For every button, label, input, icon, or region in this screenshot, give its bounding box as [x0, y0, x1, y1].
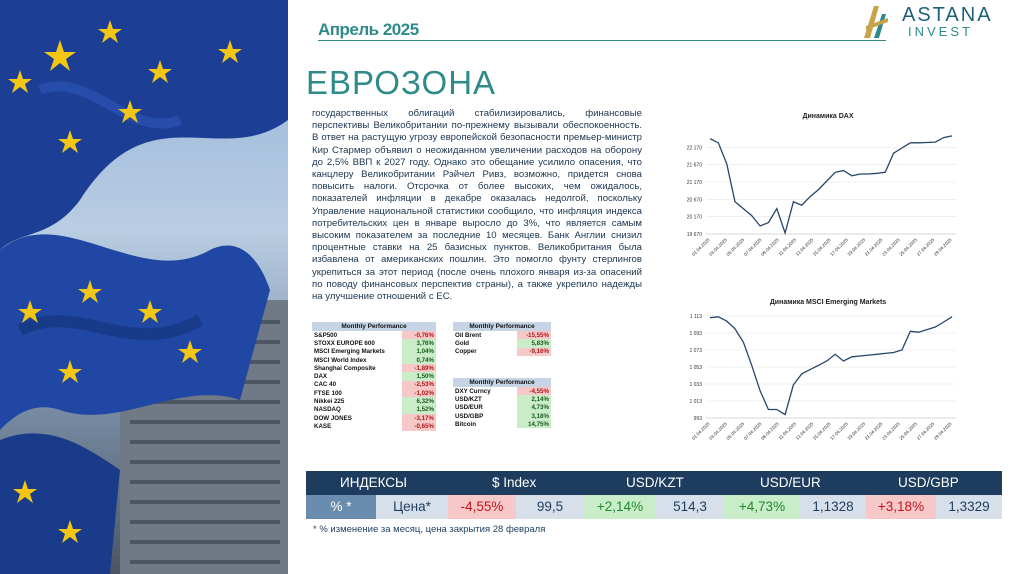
row-value: 1,50%	[402, 372, 436, 380]
summary-header-row	[306, 471, 1002, 495]
x-tick-label: 23.04.2025	[881, 421, 901, 441]
row-label: STOXX EUROPE 600	[314, 339, 375, 347]
dxy-price: 99,5	[536, 499, 564, 514]
row-value: -0,65%	[402, 422, 436, 430]
eur-change: +4,73%	[724, 495, 800, 519]
x-tick-label: 25.04.2025	[898, 421, 919, 441]
x-tick-label: 01.04.2025	[690, 421, 711, 441]
row-label: USD/KZT	[455, 395, 482, 403]
row-label: DXY Curncy	[455, 387, 491, 395]
x-tick-label: 01.04.2025	[690, 237, 711, 257]
row-value: 4,73%	[517, 404, 551, 412]
y-tick-label: 20 670	[686, 197, 702, 204]
x-tick-label: 11.04.2025	[777, 421, 798, 441]
x-tick-label: 03.04.2025	[708, 237, 728, 257]
row-label: Copper	[455, 348, 477, 356]
y-tick-label: 21 170	[686, 180, 702, 186]
series-line	[710, 136, 952, 233]
header-indices: ИНДЕКСЫ	[340, 475, 408, 490]
y-tick-label: 1 093	[689, 331, 702, 337]
x-tick-label: 27.04.2025	[915, 237, 936, 257]
row-label: MSCI Emerging Markets	[314, 348, 385, 356]
table-row	[312, 364, 436, 372]
table-row	[453, 412, 551, 420]
kzt-change: +2,14%	[584, 495, 656, 519]
table-row	[312, 372, 436, 380]
table-row	[453, 395, 551, 403]
y-tick-label: 22 170	[686, 145, 702, 152]
y-tick-label: 1 013	[689, 399, 702, 405]
row-value: 14,75%	[517, 420, 551, 428]
table-row	[312, 381, 436, 389]
table-row	[312, 339, 436, 347]
table-row	[312, 406, 436, 414]
indices-performance-table	[312, 322, 436, 431]
x-tick-label: 03.04.2025	[708, 421, 728, 441]
row-value: -9,16%	[517, 348, 551, 356]
table-row	[453, 348, 551, 356]
table-row	[312, 397, 436, 405]
row-value: -4,55%	[517, 387, 551, 395]
series-line	[710, 317, 952, 415]
table-row	[453, 387, 551, 395]
x-tick-label: 13.04.2025	[794, 237, 815, 257]
flags-illustration	[0, 0, 288, 574]
msci-em-chart-svg	[668, 294, 968, 462]
row-value: -1,02%	[402, 389, 436, 397]
price-label: Цена*	[393, 499, 431, 514]
x-tick-label: 23.04.2025	[881, 237, 901, 257]
row-label: USD/EUR	[455, 404, 483, 412]
row-value: 3,76%	[402, 339, 436, 347]
row-value: 1,52%	[402, 406, 436, 414]
row-label: Nikkei 225	[314, 398, 345, 406]
x-tick-label: 29.04.2025	[932, 237, 953, 257]
table-header: Monthly Performance	[453, 322, 551, 331]
row-label: Gold	[455, 339, 470, 347]
logo-mark-icon	[858, 2, 898, 42]
table-header: Monthly Performance	[453, 378, 551, 387]
row-value: -3,17%	[402, 414, 436, 422]
header-divider	[318, 40, 886, 41]
logo-subtitle: INVEST	[908, 24, 973, 39]
row-label: USD/GBP	[455, 412, 484, 420]
table-header: Monthly Performance	[312, 322, 436, 331]
x-tick-label: 08.04.2025	[760, 421, 780, 441]
x-tick-label: 29.04.2025	[932, 421, 953, 441]
row-value: 5,83%	[517, 339, 551, 347]
row-value: 6,32%	[402, 397, 436, 405]
row-label: Shanghai Composite	[314, 364, 376, 372]
x-tick-label: 15.04.2025	[811, 237, 832, 257]
table-row	[312, 331, 436, 339]
y-tick-label: 1 073	[689, 348, 702, 354]
header-usd-kzt: USD/KZT	[626, 475, 684, 490]
y-tick-label: 21 670	[686, 162, 702, 169]
x-tick-label: 07.04.2025	[742, 237, 763, 257]
table-row	[453, 339, 551, 347]
row-value: 0,74%	[402, 356, 436, 364]
table-row	[312, 422, 436, 430]
row-value: 2,14%	[517, 395, 551, 403]
x-tick-label: 11.04.2025	[777, 237, 798, 257]
dxy-change: -4,55%	[448, 495, 516, 519]
pct-label: % *	[306, 495, 376, 519]
summary-values-row	[306, 495, 1002, 519]
y-tick-label: 1 033	[689, 382, 702, 388]
table-row	[453, 420, 551, 428]
row-value: 3,18%	[517, 412, 551, 420]
x-tick-label: 15.04.2025	[811, 421, 832, 441]
row-value: 1,04%	[402, 348, 436, 356]
header-usd-gbp: USD/GBP	[898, 475, 959, 490]
x-tick-label: 17.04.2025	[829, 421, 849, 441]
row-label: Oil Brent	[455, 331, 482, 339]
msci-em-chart	[668, 294, 968, 462]
row-value: -1,89%	[402, 364, 436, 372]
dax-chart	[668, 108, 968, 278]
x-tick-label: 27.04.2025	[915, 421, 936, 441]
row-label: DOW JONES	[314, 414, 352, 422]
dax-chart-svg	[668, 108, 968, 278]
fx-performance-table	[453, 378, 551, 428]
table-row	[453, 404, 551, 412]
body-text: государственных облигаций стабилизировались, финансовые перспективы Великобритании по-прежнему вызывали обеспокоенность. В ответ на растущую угрозу европейской безопасности премьер-министр Кир Стармер объявил о неожиданном увеличении расходов на оборону до 2,5% ВВП к 2027 году. Однако это обещание усилило опасения, что канцлеру Великобритании Рэйчел Ривз, возможно, придется снова повысить налоги. Отсрочка от более высоких, чем ожидалось, показателей инфляции в декабре оказалась недолгой, поскольку Управление национальной статистики сообщило, что инфляция индекса потребительских цен в январе выросло до 3%, что является самым высоким показателем за последние 10 месяцев. Банк Англии снизил процентные ставки на 25 базисных пунктов. Великобритания была избавлена от американских пошлин. Это помогло фунту стерлингов укрепиться за этот период (после очень плохого января из-за опасений по поводу финансовых перспектив страны), а также укрепило надежды на улучшение отношений с ЕС.	[312, 108, 642, 303]
row-label: NASDAQ	[314, 406, 341, 414]
chart-title: Динамика MSCI Emerging Markets	[769, 299, 887, 306]
x-tick-label: 19.04.2025	[846, 237, 867, 257]
table-row	[312, 414, 436, 422]
gbp-price: 1,3329	[948, 499, 990, 514]
eur-price: 1,1328	[812, 499, 854, 514]
x-tick-label: 21.04.2025	[863, 421, 884, 441]
kzt-price: 514,3	[673, 499, 707, 514]
x-tick-label: 21.04.2025	[863, 237, 884, 257]
row-value: -2,53%	[402, 381, 436, 389]
report-date: Апрель 2025	[318, 20, 419, 39]
row-label: MSCI World Index	[314, 356, 367, 364]
y-tick-label: 20 170	[686, 214, 702, 221]
x-tick-label: 07.04.2025	[742, 421, 763, 441]
row-value: -0,76%	[402, 331, 436, 339]
table-row	[312, 356, 436, 364]
chart-title: Динамика DAX	[802, 113, 854, 120]
x-tick-label: 13.04.2025	[794, 421, 815, 441]
summary-bar	[306, 471, 1002, 519]
table-row	[312, 348, 436, 356]
y-tick-label: 1 113	[689, 314, 702, 320]
table-row	[312, 389, 436, 397]
row-label: Bitcoin	[455, 420, 476, 428]
row-label: S&P500	[314, 331, 338, 339]
logo-name: ASTANA	[902, 4, 993, 26]
x-tick-label: 09.04.2025	[760, 237, 780, 257]
gbp-change: +3,18%	[866, 495, 936, 519]
x-tick-label: 17.04.2025	[829, 237, 849, 257]
astana-invest-logo	[858, 2, 1018, 42]
row-value: -15,55%	[517, 331, 551, 339]
commodities-performance-table	[453, 322, 551, 356]
section-title: ЕВРОЗОНА	[306, 64, 497, 101]
row-label: CAC 40	[314, 381, 337, 389]
y-tick-label: 993	[693, 416, 702, 422]
header-usd-eur: USD/EUR	[760, 475, 821, 490]
x-tick-label: 05.04.2025	[725, 421, 746, 441]
row-label: KASE	[314, 422, 332, 430]
y-tick-label: 1 053	[689, 365, 702, 371]
x-tick-label: 25.04.2025	[898, 237, 919, 257]
x-tick-label: 19.04.2025	[846, 421, 867, 441]
x-tick-label: 05.04.2025	[725, 237, 746, 257]
footnote: * % изменение за месяц, цена закрытия 28 февраля	[313, 524, 546, 535]
y-tick-label: 19 670	[686, 232, 702, 238]
table-row	[453, 331, 551, 339]
header-dollar-index: $ Index	[492, 475, 537, 490]
row-label: DAX	[314, 373, 328, 381]
eu-flags-photo	[0, 0, 288, 574]
row-label: FTSE 100	[314, 389, 342, 397]
